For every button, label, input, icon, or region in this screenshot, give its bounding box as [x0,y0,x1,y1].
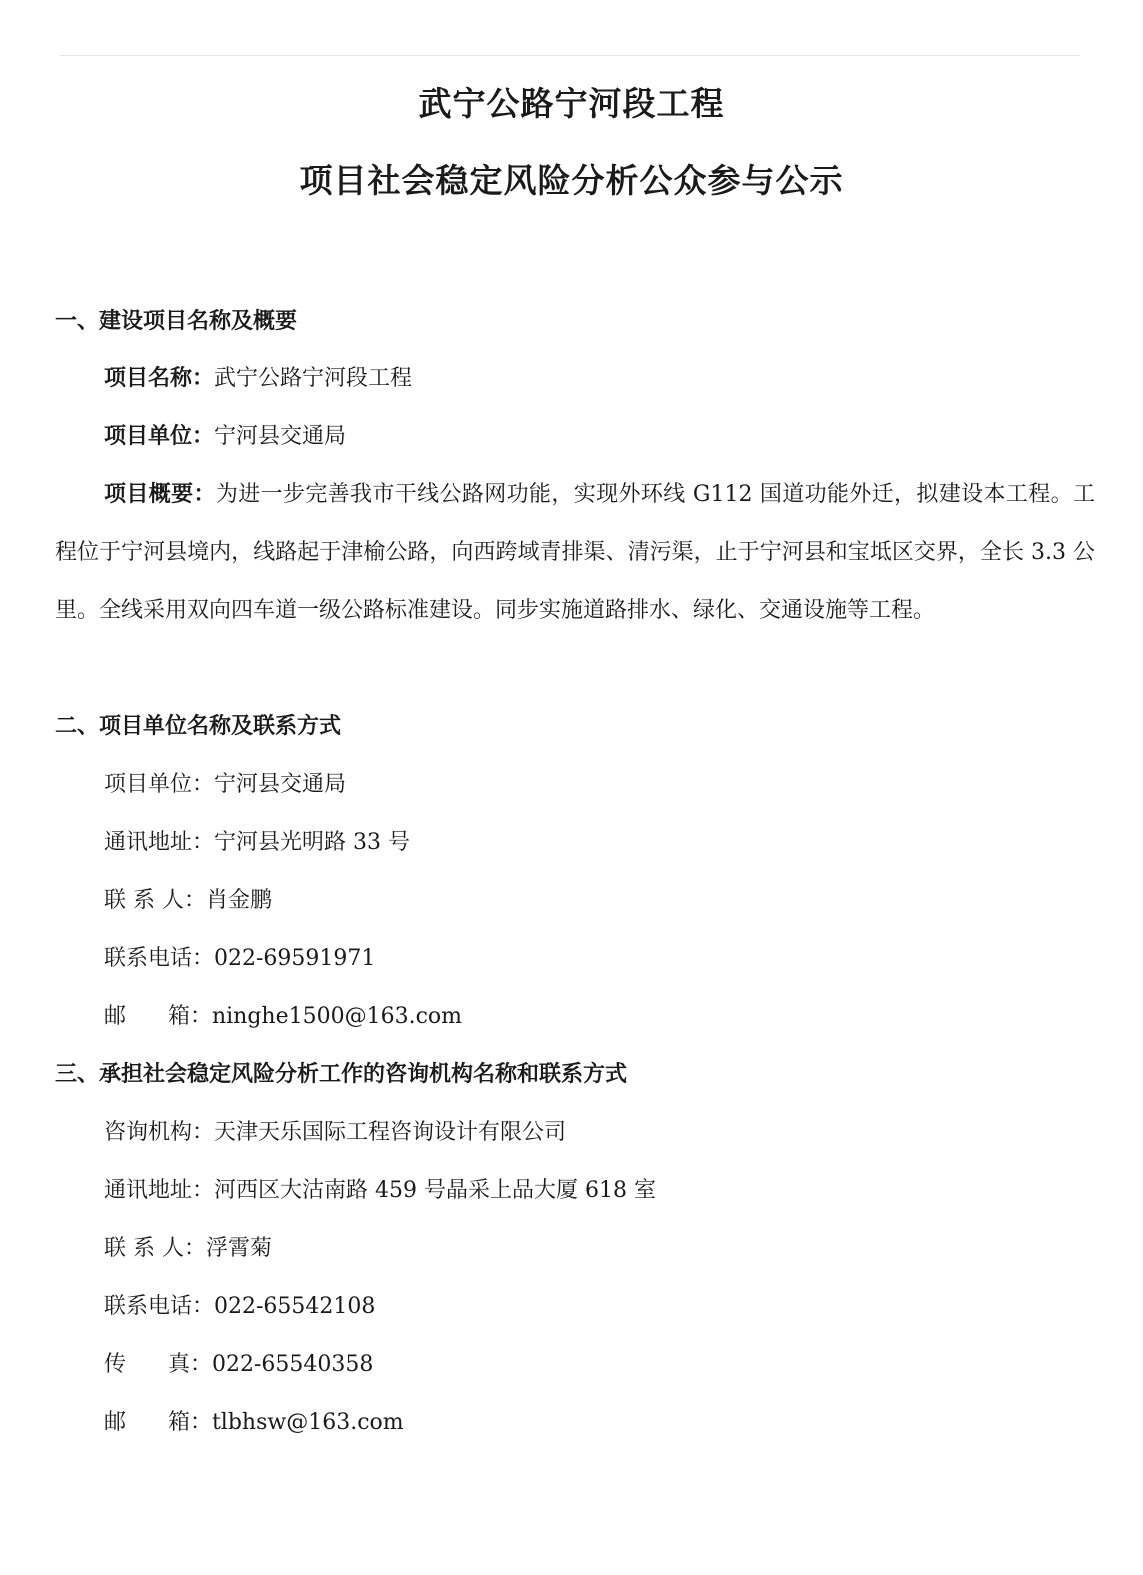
section2-contact-value: 肖金鹏 [206,888,273,913]
section2-contact-label: 联 系 人： [104,888,206,913]
document-title-line1: 武宁公路宁河段工程 [418,84,725,123]
project-name-value: 武宁公路宁河段工程 [214,366,413,391]
section3-fax-label: 传 真： [104,1352,212,1377]
section2-email-value: ninghe1500@163.com [211,1004,463,1029]
section3-heading: 三、承担社会稳定风险分析工作的咨询机构名称和联系方式 [55,1062,628,1087]
project-unit-row [104,422,346,452]
scan-edge-line [60,55,1080,56]
section2-contact-row [104,886,272,916]
section3-agency: 咨询机构：天津天乐国际工程咨询设计有限公司 [104,1120,567,1145]
project-overview-paragraph [55,466,1095,640]
section3-email-row [104,1408,404,1438]
section3-phone: 联系电话：022-65542108 [104,1294,376,1319]
section2-heading: 二、项目单位名称及联系方式 [55,714,342,739]
section2-email-label: 邮 箱： [104,1004,212,1029]
section3-contact-label: 联 系 人： [104,1236,206,1261]
project-name-label: 项目名称： [104,366,215,391]
section3-address: 通讯地址：河西区大沽南路 459 号晶采上品大厦 618 室 [104,1178,656,1203]
section3-fax-value: 022-65540358 [211,1352,374,1377]
section2-address: 通讯地址：宁河县光明路 33 号 [104,830,410,855]
project-unit-value: 宁河县交通局 [214,424,347,449]
section1-heading: 一、建设项目名称及概要 [55,309,298,334]
project-name-row [104,364,412,394]
section3-email-value: tlbhsw@163.com [211,1410,404,1435]
section3-fax-row [104,1350,373,1380]
section2-phone: 联系电话：022-69591971 [104,946,376,971]
section3-contact-value: 浮霄菊 [206,1236,273,1261]
project-overview-label: 项目概要： [104,482,216,507]
section2-unit: 项目单位：宁河县交通局 [104,772,347,797]
section3-email-label: 邮 箱： [104,1410,212,1435]
project-overview-text: 为进一步完善我市干线公路网功能，实现外环线 G112 国道功能外迁，拟建设本工程。工程位于宁河县境内，线路起于津榆公路，向西跨域青排渠、清污渠，止于宁河县和宝坻区交界，全长 3.3 公里。全线采用双向四车道一级公路标准建设。同步实施道路排水、绿化、交通设施等工程。 [55,482,1095,623]
section3-contact-row [104,1234,272,1264]
section2-email-row [104,1002,462,1032]
project-unit-label: 项目单位： [104,424,215,449]
document-title-line2: 项目社会稳定风险分析公众参与公示 [299,161,844,200]
